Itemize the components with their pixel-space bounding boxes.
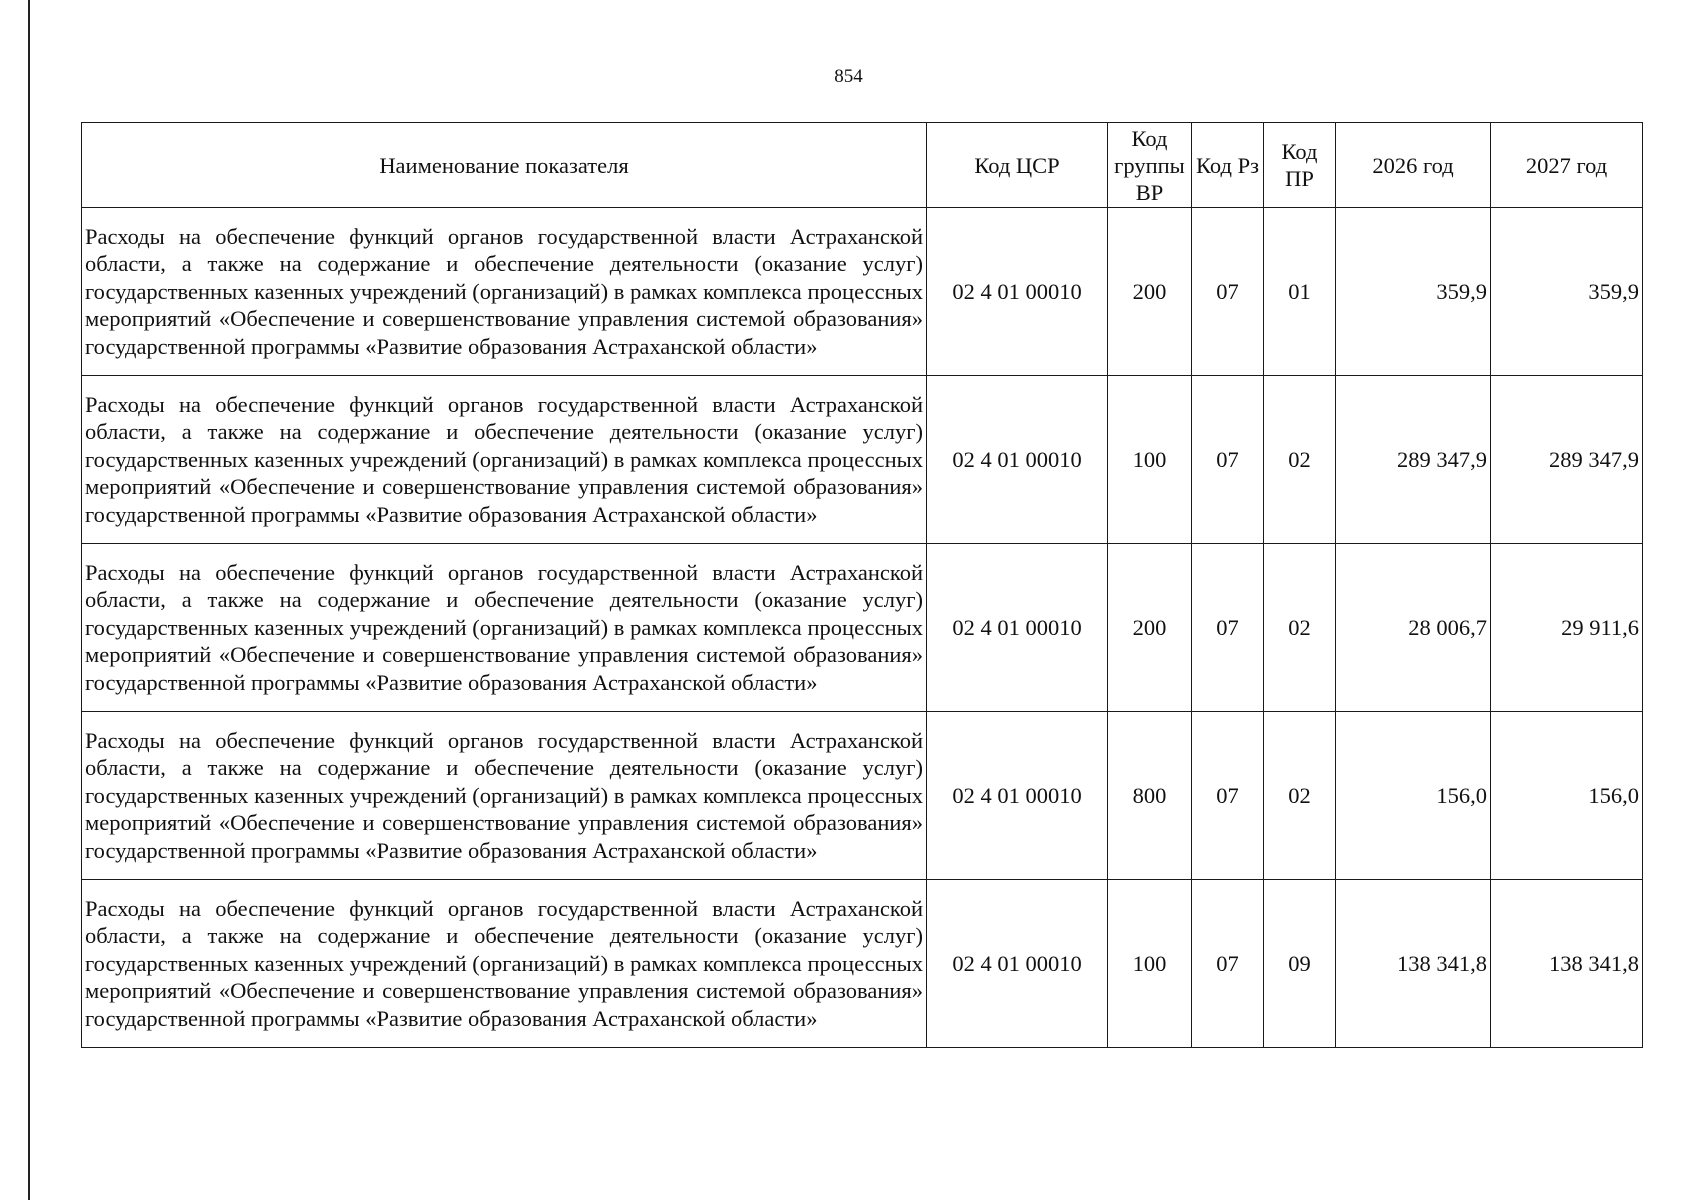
cell-vr: 100 (1108, 376, 1192, 544)
cell-pr: 01 (1264, 208, 1336, 376)
cell-2027: 359,9 (1491, 208, 1643, 376)
table-header-row (82, 123, 1643, 208)
cell-pr: 02 (1264, 544, 1336, 712)
budget-table (81, 122, 1643, 1048)
cell-csr: 02 4 01 00010 (927, 880, 1108, 1048)
header-csr: Код ЦСР (927, 123, 1108, 208)
cell-2026: 28 006,7 (1336, 544, 1491, 712)
cell-2026: 289 347,9 (1336, 376, 1491, 544)
cell-2027: 156,0 (1491, 712, 1643, 880)
header-vr: Код группы ВР (1108, 123, 1192, 208)
cell-rz: 07 (1192, 880, 1264, 1048)
cell-2026: 359,9 (1336, 208, 1491, 376)
cell-2026: 156,0 (1336, 712, 1491, 880)
header-pr: Код ПР (1264, 123, 1336, 208)
cell-rz: 07 (1192, 376, 1264, 544)
header-name: Наименование показателя (82, 123, 927, 208)
cell-name: Расходы на обеспечение функций органов государственной власти Астраханской области, а также на содержание и обеспечение деятельности (оказание услуг) государственных казенных учреждений (организаций) в рамках комплекса процессных мероприятий «Обеспечение и совершенствование управления системой образования» государственной программы «Развитие образования Астраханской области» (82, 712, 927, 880)
cell-csr: 02 4 01 00010 (927, 208, 1108, 376)
cell-rz: 07 (1192, 712, 1264, 880)
header-rz: Код Рз (1192, 123, 1264, 208)
cell-csr: 02 4 01 00010 (927, 544, 1108, 712)
cell-pr: 02 (1264, 712, 1336, 880)
table-row (82, 208, 1643, 376)
cell-vr: 100 (1108, 880, 1192, 1048)
cell-csr: 02 4 01 00010 (927, 712, 1108, 880)
cell-pr: 02 (1264, 376, 1336, 544)
cell-2027: 29 911,6 (1491, 544, 1643, 712)
cell-pr: 09 (1264, 880, 1336, 1048)
cell-rz: 07 (1192, 208, 1264, 376)
cell-vr: 200 (1108, 208, 1192, 376)
cell-vr: 800 (1108, 712, 1192, 880)
header-2026: 2026 год (1336, 123, 1491, 208)
cell-rz: 07 (1192, 544, 1264, 712)
cell-name: Расходы на обеспечение функций органов государственной власти Астраханской области, а также на содержание и обеспечение деятельности (оказание услуг) государственных казенных учреждений (организаций) в рамках комплекса процессных мероприятий «Обеспечение и совершенствование управления системой образования» государственной программы «Развитие образования Астраханской области» (82, 880, 927, 1048)
cell-name: Расходы на обеспечение функций органов государственной власти Астраханской области, а также на содержание и обеспечение деятельности (оказание услуг) государственных казенных учреждений (организаций) в рамках комплекса процессных мероприятий «Обеспечение и совершенствование управления системой образования» государственной программы «Развитие образования Астраханской области» (82, 544, 927, 712)
table-row (82, 712, 1643, 880)
header-2027: 2027 год (1491, 123, 1643, 208)
cell-csr: 02 4 01 00010 (927, 376, 1108, 544)
cell-2027: 289 347,9 (1491, 376, 1643, 544)
table-row (82, 880, 1643, 1048)
page-number: 854 (834, 66, 863, 87)
cell-2027: 138 341,8 (1491, 880, 1643, 1048)
cell-vr: 200 (1108, 544, 1192, 712)
cell-2026: 138 341,8 (1336, 880, 1491, 1048)
cell-name: Расходы на обеспечение функций органов государственной власти Астраханской области, а также на содержание и обеспечение деятельности (оказание услуг) государственных казенных учреждений (организаций) в рамках комплекса процессных мероприятий «Обеспечение и совершенствование управления системой образования» государственной программы «Развитие образования Астраханской области» (82, 376, 927, 544)
table-row (82, 544, 1643, 712)
table-row (82, 376, 1643, 544)
page-edge-line (28, 0, 30, 1200)
cell-name: Расходы на обеспечение функций органов государственной власти Астраханской области, а также на содержание и обеспечение деятельности (оказание услуг) государственных казенных учреждений (организаций) в рамках комплекса процессных мероприятий «Обеспечение и совершенствование управления системой образования» государственной программы «Развитие образования Астраханской области» (82, 208, 927, 376)
